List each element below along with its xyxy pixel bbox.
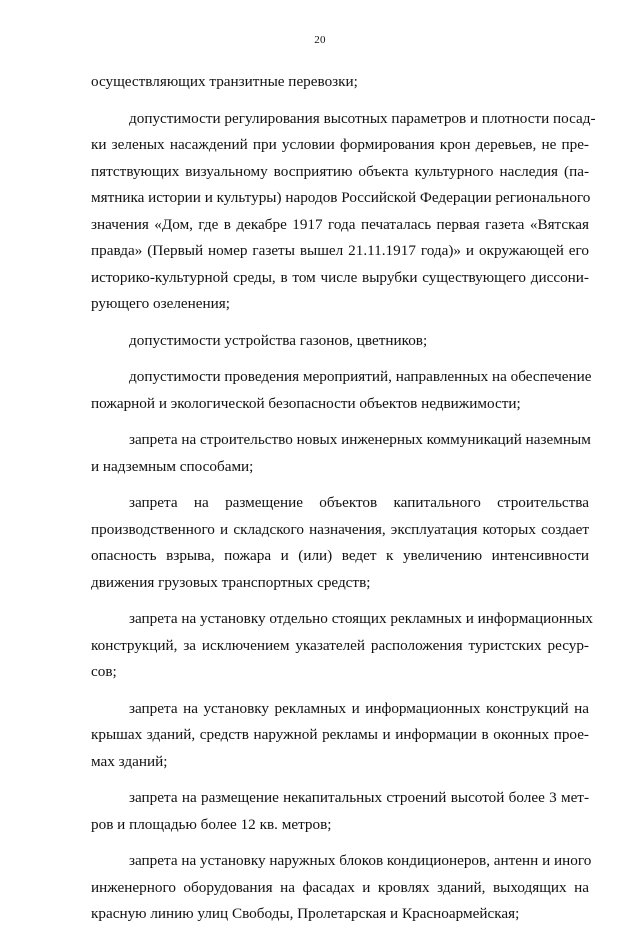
text-line: запрета на установку наружных блоков кондиционеров, антенн и иного — [129, 852, 592, 869]
text-line: ров и площадью более 12 кв. метров; — [91, 815, 332, 833]
paragraph-roof-ads — [91, 696, 589, 776]
text-line: инженерного оборудования на фасадах и кровлях зданий, выходящих на — [91, 878, 589, 896]
text-line: запрета на установку рекламных и информационных конструкций на — [129, 699, 589, 717]
paragraph-industrial — [91, 490, 589, 596]
text-line: запрета на размещение некапитальных строений высотой более 3 мет- — [129, 789, 589, 806]
paragraph-facade-equipment — [91, 848, 592, 928]
text-line: осуществляющих транзитные перевозки; — [91, 73, 358, 90]
paragraph-utilities — [91, 427, 589, 480]
text-line: правда» (Первый номер газеты вышел 21.11.1917 года)» и окружающей его — [91, 242, 589, 259]
text-line: допустимости устройства газонов, цветников; — [129, 331, 428, 349]
paragraph-height-regulation — [91, 106, 596, 318]
text-line: запрета на строительство новых инженерных коммуникаций наземным — [129, 431, 591, 448]
text-line: ки зеленых насаждений при условии формирования крон деревьев, не пре- — [91, 136, 589, 153]
text-line: запрета на размещение объектов капитального строительства — [129, 494, 589, 511]
text-line: конструкций, за исключением указателей расположения туристских ресур- — [91, 636, 589, 654]
page-number: 20 — [314, 34, 326, 46]
paragraph-freestanding-ads — [91, 606, 593, 686]
text-line: пожарной и экологической безопасности объектов недвижимости; — [91, 394, 521, 412]
text-line: запрета на установку отдельно стоящих рекламных и информационных — [129, 610, 593, 627]
text-line: и надземным способами; — [91, 457, 254, 475]
text-line: производственного и складского назначения, эксплуатация которых создает — [91, 520, 589, 538]
text-line: историко-культурной среды, в том числе вырубки существующего диссони- — [91, 268, 589, 286]
paragraph-lawns — [91, 328, 589, 355]
text-line: допустимости регулирования высотных параметров и плотности посад- — [129, 109, 596, 127]
text-line: движения грузовых транспортных средств; — [91, 573, 371, 591]
text-line: рующего озеленения; — [91, 295, 230, 312]
paragraph-continuation — [91, 69, 589, 96]
text-line: мятника истории и культуры) народов Российской Федерации регионального — [91, 189, 591, 206]
text-line: допустимости проведения мероприятий, направленных на обеспечение — [129, 368, 592, 385]
text-line: значения «Дом, где в декабре 1917 года печаталась первая газета «Вятская — [91, 215, 589, 233]
text-line: красную линию улиц Свободы, Пролетарская и Красноармейская; — [91, 905, 520, 922]
text-line: пятствующих визуальному восприятию объекта культурного наследия (па- — [91, 162, 589, 180]
text-line: мах зданий; — [91, 752, 168, 770]
paragraph-fire-safety — [91, 364, 592, 417]
document-body — [91, 69, 596, 928]
text-line: опасность взрыва, пожара и (или) ведет к увеличению интенсивности — [91, 547, 589, 564]
text-line: крышах зданий, средств наружной рекламы и информации в оконных прое- — [91, 726, 589, 743]
paragraph-temporary-structures — [91, 785, 589, 838]
text-line: сов; — [91, 663, 117, 680]
